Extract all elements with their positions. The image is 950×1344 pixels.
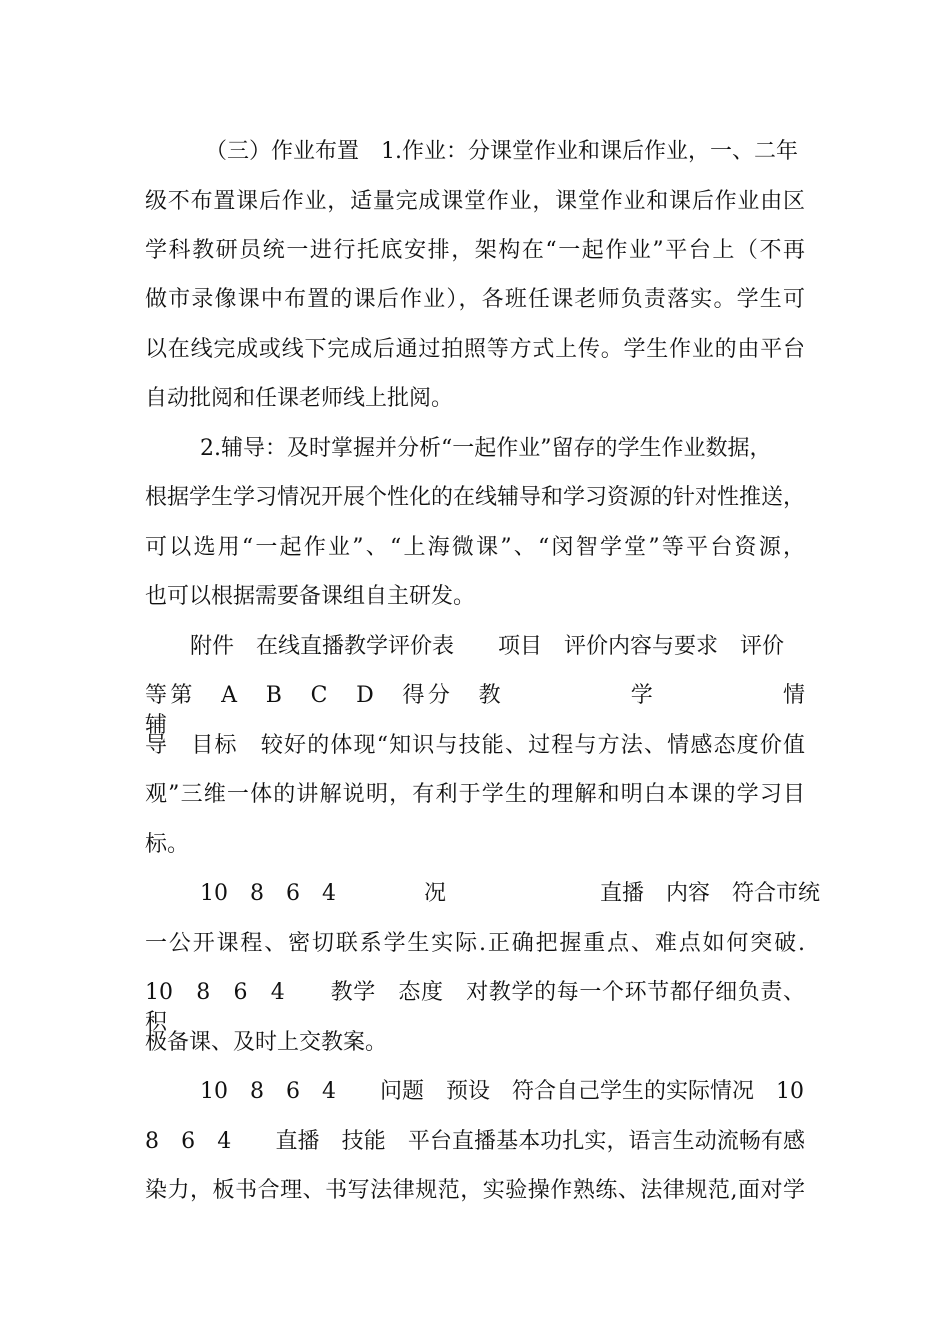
- text-line-10: 也可以根据需要备课组自主研发。: [145, 584, 476, 609]
- text-line-20: 10 8 6 4 问题 预设 符合自己学生的实际情况 10: [200, 1079, 804, 1104]
- text-line-1: （三）作业布置 1.作业：分课堂作业和课后作业，一、二年: [205, 139, 798, 164]
- text-line-21: 8 6 4 直播 技能 平台直播基本功扎实，语言生动流畅有感: [145, 1129, 805, 1154]
- text-line-4: 做市录像课中布置的课后作业），各班任课老师负责落实。学生可: [145, 287, 805, 312]
- text-line-12: 等第 A B C D 得分 教 学 情 辅: [145, 683, 894, 738]
- text-line-22: 染力，板书合理、书写法律规范，实验操作熟练、法律规范,面对学: [145, 1178, 805, 1203]
- text-line-3: 学科教研员统一进行托底安排，架构在“一起作业”平台上（不再: [145, 238, 805, 263]
- text-line-8: 根据学生学习情况开展个性化的在线辅导和学习资源的针对性推送，: [145, 485, 806, 510]
- text-line-17: 一公开课程、密切联系学生实际.正确把握重点、难点如何突破.: [145, 931, 805, 956]
- text-line-7: 2.辅导：及时掌握并分析“一起作业”留存的学生作业数据，: [200, 436, 772, 461]
- text-line-14: 观”三维一体的讲解说明，有利于学生的理解和明白本课的学习目: [145, 782, 805, 807]
- text-line-19: 极备课、及时上交教案。: [145, 1030, 388, 1055]
- text-line-18: 10 8 6 4 教学 态度 对教学的每一个环节都仔细负责、积: [145, 980, 805, 1035]
- text-line-2: 级不布置课后作业，适量完成课堂作业，课堂作业和课后作业由区: [145, 189, 805, 214]
- text-line-15: 标。: [145, 832, 190, 857]
- text-line-9: 可以选用“一起作业”、“上海微课”、“闵智学堂”等平台资源，: [145, 535, 805, 560]
- text-line-13: 导 目标 较好的体现“知识与技能、过程与方法、情感态度价值: [145, 733, 805, 758]
- text-line-16: 10 8 6 4 况 直播 内容 符合市统: [200, 881, 820, 906]
- text-line-5: 以在线完成或线下完成后通过拍照等方式上传。学生作业的由平台: [145, 337, 805, 362]
- text-line-6: 自动批阅和任课老师线上批阅。: [145, 386, 454, 411]
- text-line-11: 附件 在线直播教学评价表 项目 评价内容与要求 评价: [190, 634, 785, 659]
